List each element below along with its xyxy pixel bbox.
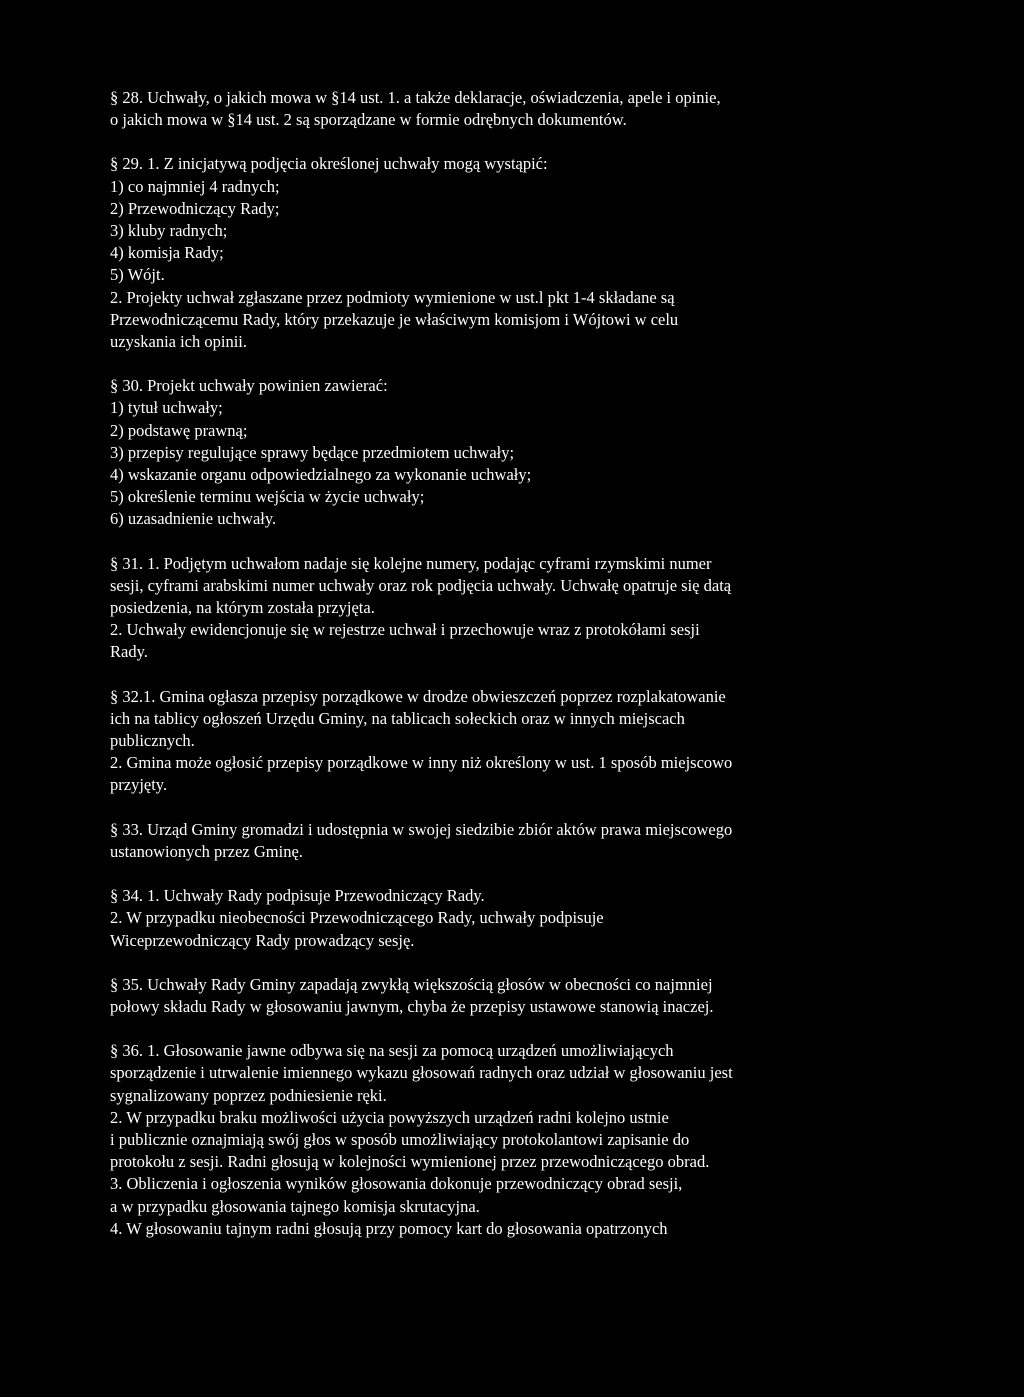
text-line: 4) wskazanie organu odpowiedzialnego za wykonanie uchwały; [110,465,532,485]
text-line: 2) podstawę prawną; [110,420,248,440]
text-line: sygnalizowany poprzez podniesienie ręki. [110,1085,387,1105]
text-line: Wiceprzewodniczący Rady prowadzący sesję. [110,930,415,950]
text-line: § 36. 1. Głosowanie jawne odbywa się na sesji za pomocą urządzeń umożliwiających [110,1041,674,1061]
text-line: § 30. Projekt uchwały powinien zawierać: [110,376,388,396]
text-line: sesji, cyframi arabskimi numer uchwały oraz rok podjęcia uchwały. Uchwałę opatruje się datą [110,575,732,595]
text-line: uzyskania ich opinii. [110,332,248,352]
text-line: posiedzenia, na którym została przyjęta. [110,598,375,618]
text-line: 2. Gmina może ogłosić przepisy porządkowe w inny niż określony w ust. 1 sposób miejscowo [110,753,733,773]
section-32 [110,686,890,797]
text-line: 5) określenie terminu wejścia w życie uchwały; [110,487,425,507]
text-line: Przewodniczącemu Rady, który przekazuje je właściwym komisjom i Wójtowi w celu [110,309,679,329]
text-line: 2) Przewodniczący Rady; [110,198,280,218]
section-31 [110,553,890,664]
text-line: o jakich mowa w §14 ust. 2 są sporządzane w formie odrębnych dokumentów. [110,110,627,130]
text-line: § 31. 1. Podjętym uchwałom nadaje się kolejne numery, podając cyframi rzymskimi numer [110,553,712,573]
text-line: 5) Wójt. [110,265,165,285]
text-line: 1) tytuł uchwały; [110,398,223,418]
section-29 [110,153,890,353]
document-page [110,87,890,1262]
text-line: 2. Uchwały ewidencjonuje się w rejestrze uchwał i przechowuje wraz z protokółami sesji [110,620,700,640]
text-line: przyjęty. [110,775,168,795]
text-line: 2. W przypadku nieobecności Przewodniczącego Rady, uchwały podpisuje [110,908,604,928]
text-line: § 33. Urząd Gminy gromadzi i udostępnia w swojej siedzibie zbiór aktów prawa miejscowego [110,819,733,839]
text-line: 1) co najmniej 4 radnych; [110,176,280,196]
text-line: § 35. Uchwały Rady Gminy zapadają zwykłą większością głosów w obecności co najmniej [110,974,713,994]
text-line: 4) komisja Rady; [110,243,224,263]
text-line: ich na tablicy ogłoszeń Urzędu Gminy, na tablicach sołeckich oraz w innych miejscach [110,708,685,728]
text-line: 6) uzasadnienie uchwały. [110,509,277,529]
text-line: Rady. [110,642,148,662]
text-line: a w przypadku głosowania tajnego komisja skrutacyjna. [110,1196,480,1216]
text-line: publicznych. [110,731,195,751]
text-line: 2. W przypadku braku możliwości użycia powyższych urządzeń radni kolejno ustnie [110,1107,669,1127]
section-35 [110,974,890,1018]
text-line: § 29. 1. Z inicjatywą podjęcia określonej uchwały mogą wystąpić: [110,154,548,174]
text-line: sporządzenie i utrwalenie imiennego wykazu głosowań radnych oraz udział w głosowaniu jest [110,1063,733,1083]
text-line: 4. W głosowaniu tajnym radni głosują przy pomocy kart do głosowania opatrzonych [110,1218,668,1238]
section-34 [110,885,890,952]
text-line: ustanowionych przez Gminę. [110,841,303,861]
section-33 [110,819,890,863]
text-line: i publicznie oznajmiają swój głos w sposób umożliwiający protokolantowi zapisanie do [110,1129,690,1149]
text-line: § 28. Uchwały, o jakich mowa w §14 ust. 1. a także deklaracje, oświadczenia, apele i opinie, [110,88,721,107]
text-line: 3) przepisy regulujące sprawy będące przedmiotem uchwały; [110,442,515,462]
section-30 [110,375,890,530]
section-36 [110,1040,890,1240]
text-line: protokołu z sesji. Radni głosują w kolejności wymienionej przez przewodniczącego obrad. [110,1152,710,1172]
text-line: połowy składu Rady w głosowaniu jawnym, chyba że przepisy ustawowe stanowią inaczej. [110,996,714,1016]
text-line: 3. Obliczenia i ogłoszenia wyników głosowania dokonuje przewodniczący obrad sesji, [110,1174,683,1194]
text-line: 3) kluby radnych; [110,221,228,241]
text-line: 2. Projekty uchwał zgłaszane przez podmioty wymienione w ust.l pkt 1-4 składane są [110,287,675,307]
section-28 [110,87,890,131]
text-line: § 32.1. Gmina ogłasza przepisy porządkowe w drodze obwieszczeń poprzez rozplakatowanie [110,686,726,706]
text-line: § 34. 1. Uchwały Rady podpisuje Przewodniczący Rady. [110,886,485,906]
